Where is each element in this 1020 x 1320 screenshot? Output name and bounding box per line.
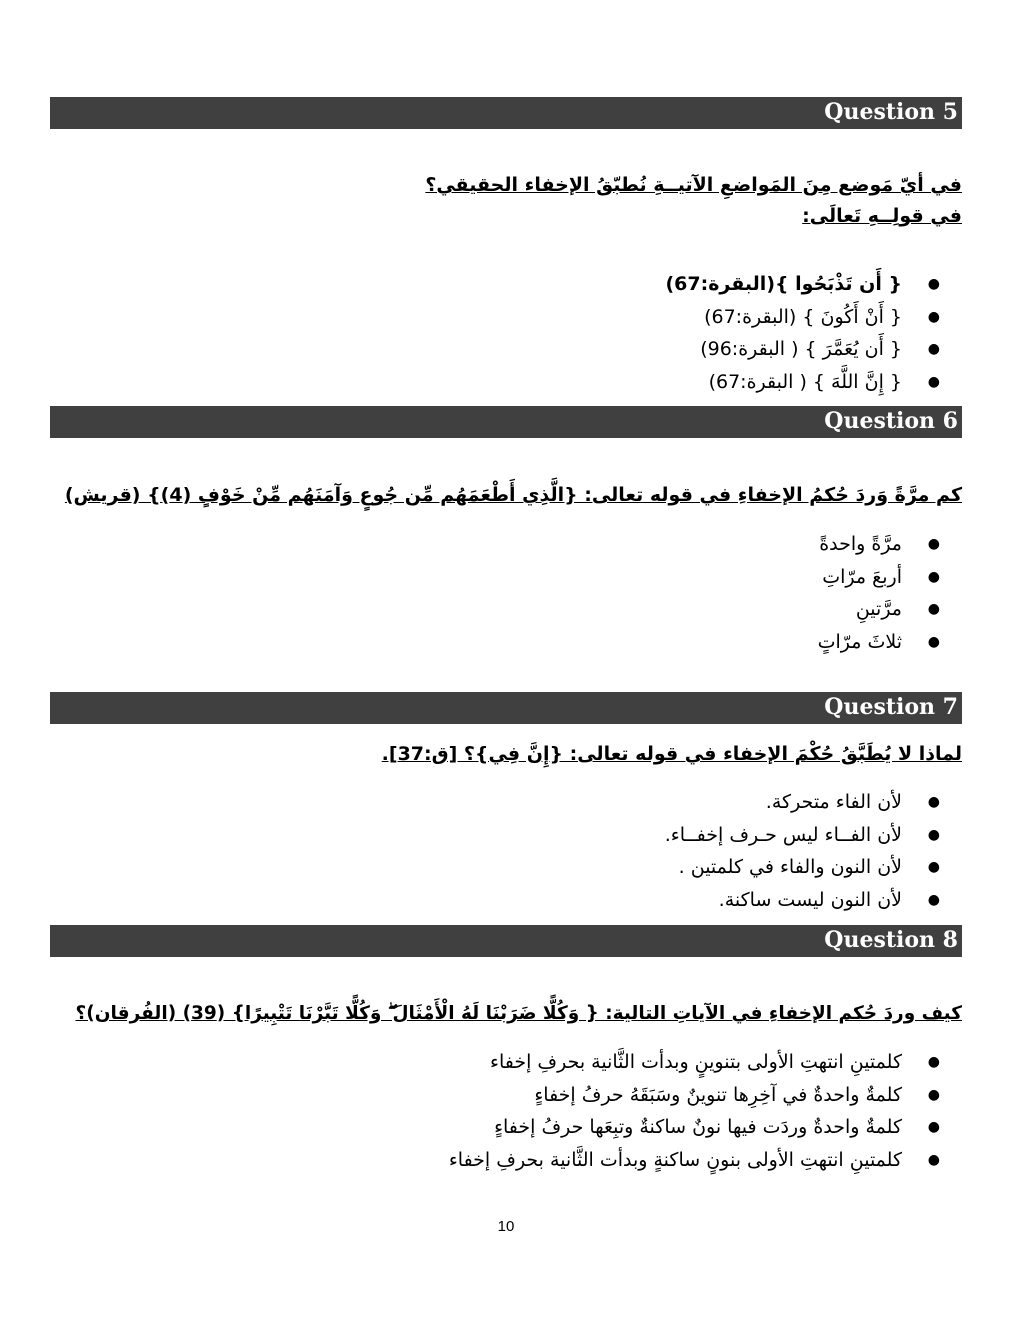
question-6-header [50,406,962,438]
bullet-icon: ● [927,633,940,650]
bullet-icon: ● [927,1151,940,1168]
bullet-icon: ● [927,1054,940,1070]
option-item[interactable] [665,301,940,334]
bullet-icon: ● [927,341,940,357]
option-label: { أَن يُعَمَّرَ } ( البقرة:96) [700,338,902,360]
option-item[interactable] [449,1046,940,1079]
question-5-prompt: في أيّ مَوضع مِنَ المَواضعِ الآتيــةِ نُطبّقُ الإخفاء الحقيقي؟ [425,174,962,196]
option-label: مرَّتينِ [855,598,902,620]
bullet-icon: ● [927,373,940,390]
option-item[interactable] [665,268,940,301]
option-item[interactable] [818,561,940,594]
option-item[interactable] [665,819,940,852]
option-item[interactable] [665,884,940,917]
question-8-header [50,925,962,957]
question-5-title: Question 5 [824,99,958,125]
question-5-header [50,97,962,129]
question-5-prompt-line2: في قولِــهِ تَعالَى: [802,205,962,227]
question-6-options [818,528,940,658]
option-item[interactable] [665,786,940,819]
bullet-icon: ● [927,826,940,843]
question-6-prompt: كم مرَّةً وَردَ حُكمُ الإخفاءِ في قوله تعالى: {الَّذِي أَطْعَمَهُم مِّن جُوعٍ وَآمَنَهُم مِّنْ خَوْفٍ (4)} (قريش) [64,484,962,506]
bullet-icon: ● [927,1086,940,1103]
option-label: كلمةٌ واحدةٌ في آخِرِها تنوينٌ وسَبَقَهُ حرفُ إخفاءٍ [534,1083,902,1106]
question-8-options [449,1046,940,1176]
option-label: ثلاثَ مرّاتٍ [817,630,902,653]
bullet-icon: ● [927,891,940,908]
bullet-icon: ● [927,276,940,292]
option-label: لأن النون ليست ساكنة. [718,888,902,911]
question-8-title: Question 8 [824,927,958,953]
option-label: { إِنَّ اللَّهَ } ( البقرة:67) [708,370,902,393]
option-label: أربعَ مرّاتِ [822,565,902,588]
option-item[interactable] [665,333,940,366]
option-item[interactable] [449,1079,940,1112]
question-7-header [50,692,962,724]
bullet-icon: ● [927,568,940,585]
option-item[interactable] [818,528,940,561]
option-label: كلمةٌ واحدةٌ وردَت فيها نونٌ ساكنةٌ وتبِعَها حرفُ إخفاءٍ [494,1116,902,1138]
question-8-prompt: كيف وردَ حُكم الإخفاءِ في الآياتِ التالية: { وَكُلًّا ضَرَبْنَا لَهُ الْأَمْثَالَ ۖ وَكُلًّا تَبَّرْنَا تَتْبِيرًا} (39) (الفُرقان)؟ [75,1003,962,1024]
option-item[interactable] [449,1144,940,1177]
question-7-options [665,786,940,916]
option-label: مرَّةً واحدةً [819,533,902,555]
option-label: كلمتينِ انتهتِ الأولى بنونٍ ساكنةٍ وبدأت الثَّانية بحرفِ إخفاء [448,1148,902,1171]
page-number: 10 [497,1218,515,1235]
option-item[interactable] [818,626,940,659]
option-item[interactable] [818,593,940,626]
option-label: لأن الفــاء ليس حـرف إخفــاء. [664,823,902,846]
option-label: { أَن تَذْبَحُوا }(البقرة:67) [665,273,902,295]
question-5-options [665,268,940,398]
bullet-icon: ● [927,1119,940,1135]
option-label: لأن الفاء متحركة. [765,791,902,813]
option-item[interactable] [665,851,940,884]
bullet-icon: ● [927,794,940,810]
bullet-icon: ● [927,601,940,617]
question-7-prompt: لماذا لا يُطَبَّقُ حُكْمَ الإخفاء في قوله تعالى: {إِنَّ فِي}؟ [ق:37]. [381,743,962,765]
bullet-icon: ● [927,536,940,552]
question-6-title: Question 6 [824,408,958,434]
option-label: { أَنْ أَكُونَ } (البقرة:67) [704,305,902,328]
option-label: لأن النون والفاء في كلمتين . [678,856,902,878]
bullet-icon: ● [927,308,940,325]
option-item[interactable] [665,366,940,399]
option-item[interactable] [449,1111,940,1144]
bullet-icon: ● [927,859,940,875]
question-7-title: Question 7 [824,694,958,720]
option-label: كلمتينِ انتهتِ الأولى بتنوينٍ وبدأت الثَّانية بحرفِ إخفاء [490,1051,902,1073]
